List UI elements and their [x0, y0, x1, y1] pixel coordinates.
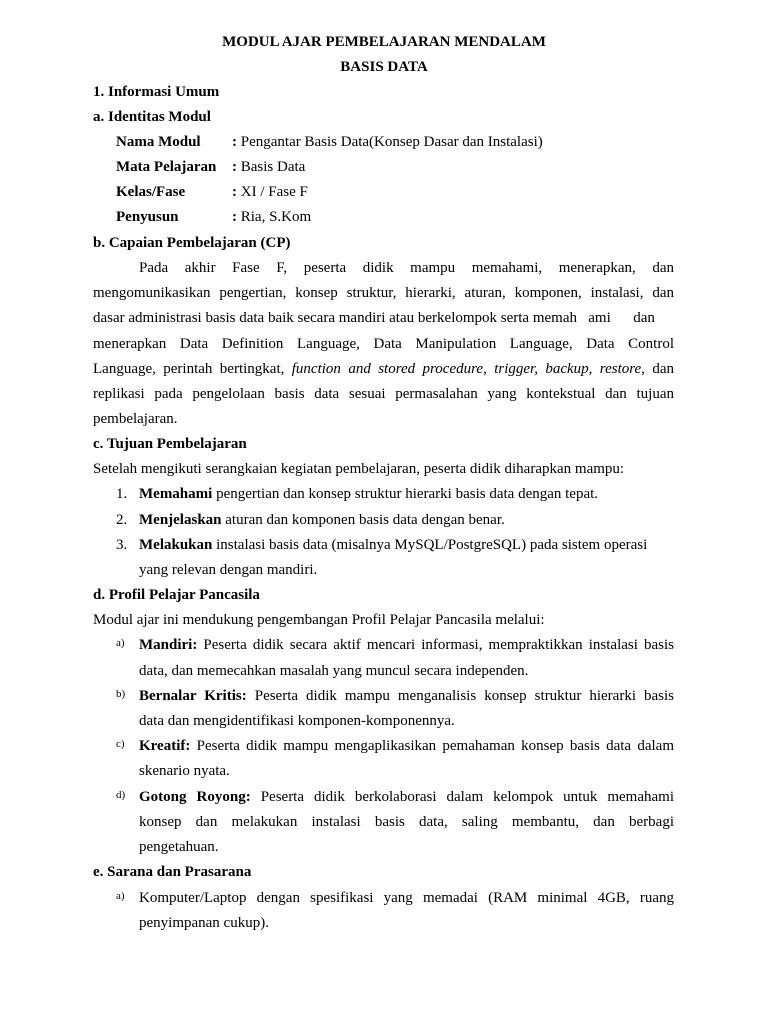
- identity-value: Ria, S.Kom: [240, 209, 312, 225]
- profil-item: [139, 687, 674, 705]
- list-item-text: instalasi basis data (misalnya MySQL/PostgreSQL) pada sistem operasi: [212, 537, 648, 553]
- sarana-item-continuation: penyimpanan cukup).: [139, 915, 269, 931]
- cp-text: Language, perintah bertingkat,: [93, 361, 285, 377]
- profil-item-title: Mandiri:: [139, 637, 198, 653]
- profil-item-text: Peserta didik berkolaborasi dalam kelompok untuk memahami: [250, 789, 674, 805]
- identity-row: [116, 158, 697, 176]
- list-number: 2.: [116, 512, 128, 528]
- cp-paragraph-line: [93, 360, 674, 378]
- identity-colon: :: [232, 184, 237, 200]
- profil-item: [139, 788, 674, 806]
- tujuan-intro: Setelah mengikuti serangkaian kegiatan pembelajaran, peserta didik diharapkan mampu:: [93, 461, 625, 477]
- profil-item-continuation: konsep dan melakukan instalasi basis data, saling membantu, dan berbagi: [139, 814, 674, 830]
- profil-intro: Modul ajar ini mendukung pengembangan Profil Pelajar Pancasila melalui:: [93, 612, 545, 628]
- identity-value: XI / Fase F: [240, 184, 308, 200]
- profil-item-text: Peserta didik mampu mengaplikasikan pemahaman konsep basis data dalam: [190, 738, 674, 754]
- list-item-text: aturan dan komponen basis data dengan benar.: [221, 512, 505, 528]
- identity-key: Kelas/Fase: [116, 184, 186, 200]
- profil-item-title: Kreatif:: [139, 738, 191, 754]
- identity-row: [116, 183, 697, 201]
- section-heading-tujuan: c. Tujuan Pembelajaran: [93, 436, 247, 452]
- cp-text: dan: [652, 361, 674, 377]
- list-item: [139, 511, 674, 529]
- cp-paragraph-line: mengomunikasikan pengertian, konsep struktur, hierarki, aturan, komponen, instalasi, dan: [93, 285, 674, 301]
- profil-item-title: Bernalar Kritis:: [139, 688, 247, 704]
- section-heading-identitas-modul: a. Identitas Modul: [93, 109, 211, 125]
- profil-item-continuation: data dan mengidentifikasi komponen-komponennya.: [139, 713, 455, 729]
- section-heading-capaian: b. Capaian Pembelajaran (CP): [93, 235, 291, 251]
- identity-value: Pengantar Basis Data(Konsep Dasar dan Instalasi): [240, 134, 543, 150]
- identity-key: Mata Pelajaran: [116, 159, 217, 175]
- list-item: [139, 485, 674, 503]
- identity-row: [116, 208, 697, 226]
- section-heading-informasi-umum: 1. Informasi Umum: [93, 84, 220, 100]
- identity-row: [116, 133, 697, 151]
- profil-item-continuation: data, dan memecahkan masalah yang muncul secara independen.: [139, 663, 529, 679]
- list-item-continuation: yang relevan dengan mandiri.: [139, 562, 318, 578]
- profil-item-text: Peserta didik secara aktif mencari informasi, mempraktikkan instalasi basis: [197, 637, 674, 653]
- list-letter: a): [116, 637, 125, 649]
- identity-colon: :: [232, 159, 237, 175]
- cp-paragraph-line: Pada akhir Fase F, peserta didik mampu memahami, menerapkan, dan: [139, 260, 674, 276]
- doc-subtitle: BASIS DATA: [340, 59, 428, 75]
- list-item-verb: Melakukan: [139, 537, 213, 553]
- list-item-verb: Memahami: [139, 486, 213, 502]
- list-item-verb: Menjelaskan: [139, 512, 222, 528]
- section-heading-profil: d. Profil Pelajar Pancasila: [93, 587, 260, 603]
- doc-title: MODUL AJAR PEMBELAJARAN MENDALAM: [222, 34, 546, 50]
- profil-item: [139, 636, 674, 654]
- identity-key: Penyusun: [116, 209, 179, 225]
- identity-colon: :: [232, 209, 237, 225]
- profil-item-title: Gotong Royong:: [139, 789, 251, 805]
- cp-paragraph-line: pembelajaran.: [93, 411, 178, 427]
- list-letter: c): [116, 738, 125, 750]
- cp-paragraph-line: replikasi pada pengelolaan basis data sesuai permasalahan yang kontekstual dan tujuan: [93, 386, 674, 402]
- identity-colon: :: [232, 134, 237, 150]
- cp-paragraph-line: dasar administrasi basis data baik secara mandiri atau berkelompok serta memah ami dan: [93, 310, 655, 326]
- list-item-text: pengertian dan konsep struktur hierarki basis data dengan tepat.: [212, 486, 599, 502]
- profil-item-continuation: pengetahuan.: [139, 839, 219, 855]
- profil-item-continuation: skenario nyata.: [139, 763, 230, 779]
- identity-key: Nama Modul: [116, 134, 201, 150]
- list-number: 3.: [116, 537, 128, 553]
- list-letter: d): [116, 789, 126, 801]
- sarana-item: Komputer/Laptop dengan spesifikasi yang memadai (RAM minimal 4GB, ruang: [139, 890, 674, 906]
- list-letter: b): [116, 688, 126, 700]
- cp-italic-terms: function and stored procedure, trigger, backup, restore,: [291, 361, 645, 377]
- cp-paragraph-line: menerapkan Data Definition Language, Data Manipulation Language, Data Control: [93, 336, 674, 352]
- list-number: 1.: [116, 486, 128, 502]
- list-item: [139, 536, 674, 554]
- list-letter: a): [116, 890, 125, 902]
- identity-value: Basis Data: [240, 159, 306, 175]
- profil-item: [139, 737, 674, 755]
- section-heading-sarana: e. Sarana dan Prasarana: [93, 864, 252, 880]
- profil-item-text: Peserta didik mampu menganalisis konsep struktur hierarki basis: [246, 688, 674, 704]
